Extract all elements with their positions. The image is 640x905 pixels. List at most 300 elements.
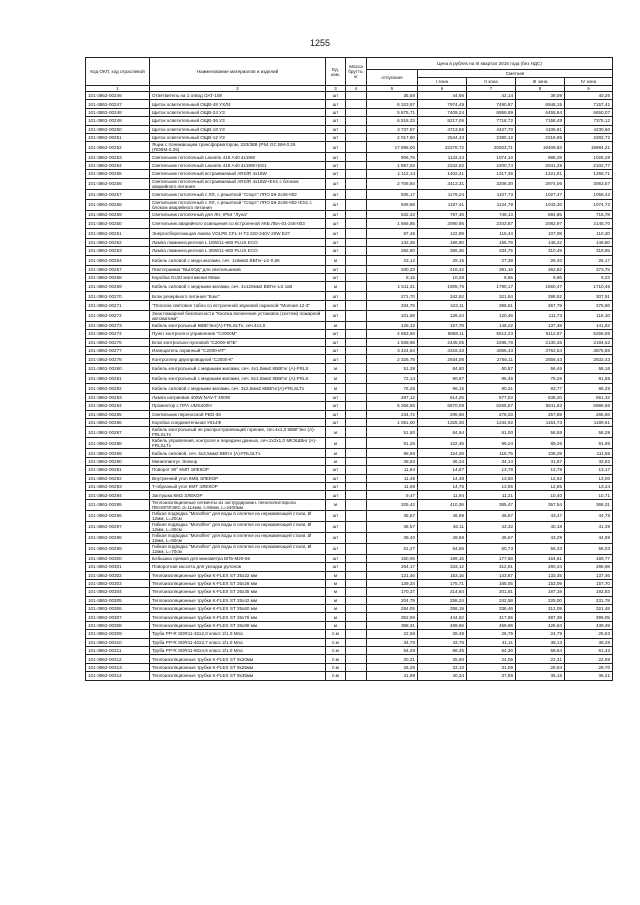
cell-zone-4: 2633,43 [565,355,613,363]
cell-zone-4: 2102,77 [565,161,613,169]
cell-unit: шт [326,338,346,346]
table-row [86,161,613,169]
cell-zone-4: 2194,52 [565,338,613,346]
cell-zone-3: 290,24 [516,563,565,571]
table-row [86,563,613,571]
cell-zone-3: 7158,48 [516,117,565,125]
header-zone-1: I зона [418,78,467,86]
cell-name: Лампа люминесцентная L 36W/11-860 PLUS ECO [150,247,326,255]
cell-code: 101-3862-00311 [86,647,150,655]
cell-code: 101-3862-00285 [86,410,150,418]
cell-unit: м [326,373,346,383]
cell-code: 101-3862-00309 [86,630,150,638]
cell-zone-2: 312,91 [467,563,516,571]
cell-unit: шт [326,474,346,482]
cell-zone-1: 36,34 [418,457,467,465]
cell-zone-2: 37,89 [467,672,516,680]
cell-zone-4: 44,78 [565,510,613,521]
cell-zone-3: 357,54 [516,499,565,510]
header-mass: Масса брутто, кг [346,58,367,86]
cell-mass [346,655,367,663]
cell-unit: м [326,499,346,510]
cell-mass [346,449,367,457]
price-table [85,57,613,681]
table-row [86,491,613,499]
cell-zone-4: 192,83 [565,588,613,596]
cell-zone-1: 122,89 [418,228,467,238]
cell-zone-1: 295,98 [418,410,467,418]
cell-unit: п.м [326,663,346,671]
cell-zone-2: 13,78 [467,466,516,474]
cell-name: Светильник потолочный встраиваемый ARS/R 4х18W [150,170,326,178]
cell-name: Блок контрольно-пусковой "С2000-КПБ" [150,338,326,346]
cell-name: Светильник потолочный с ЛЛ, с решеткой "Спорт" ЛПО 59-2х36-002 [150,189,326,199]
cell-release: 632,43 [367,210,418,218]
cell-mass [346,418,367,426]
table-row [86,117,613,125]
cell-release: 330,23 [367,265,418,273]
cell-zone-1: 489,66 [418,621,467,629]
header-name: Наименование материалов и изделий [150,58,326,86]
cell-zone-1: 258,24 [418,596,467,604]
cell-zone-4: 137,46 [565,571,613,579]
cell-mass [346,282,367,292]
cell-zone-3: 43,47 [516,510,565,521]
cell-zone-1: 29,15 [418,255,467,265]
cell-release: 20,31 [367,655,418,663]
cell-zone-2: 13,60 [467,474,516,482]
cell-name: Ящик с понижающим трансформатором, 220/36В (Р54 ОС ВМ-0.25 (ЯОВМ-0.25) [150,142,326,153]
cell-release: 36,57 [367,521,418,532]
cell-unit: шт [326,100,346,108]
cell-mass [346,383,367,393]
cell-release: 204,79 [367,596,418,604]
cell-zone-2: 1317,36 [467,170,516,178]
cell-zone-4: 231,78 [565,596,613,604]
cell-release: 54,28 [367,647,418,655]
cell-zone-1: 3413,31 [418,178,467,189]
cell-release: 139,34 [367,579,418,587]
cell-zone-3: 43,29 [516,532,565,543]
cell-code: 101-3862-00269 [86,282,150,292]
cell-zone-4: 399,05 [565,613,613,621]
cell-zone-1: 46,69 [418,510,467,521]
cell-zone-1: 2342,62 [418,161,467,169]
cell-zone-1: 8217,05 [418,117,467,125]
table-row [86,282,613,292]
cell-name: Гибкая подводка "Monoflex" для воды в оплетке из нержавеющей стали, Ø 12мм, L=70см [150,543,326,554]
cell-unit: шт [326,274,346,282]
cell-mass [346,521,367,532]
cell-zone-2: 391,16 [467,265,516,273]
table-row [86,247,613,255]
cell-unit: п.м [326,630,346,638]
cell-release: 271,70 [367,292,418,300]
table-row [86,410,613,418]
cell-zone-4: 32,62 [565,457,613,465]
cell-mass [346,218,367,228]
cell-zone-4: 58,29 [565,427,613,438]
cell-zone-1: 1905,76 [418,282,467,292]
cell-code: 101-3862-00310 [86,638,150,646]
cell-zone-2: 242,58 [467,596,516,604]
cell-zone-1: 11,94 [418,491,467,499]
cell-mass [346,491,367,499]
cell-zone-3: 24,79 [516,630,565,638]
cell-release: 31,99 [367,672,418,680]
cell-name: Энергосберегающая лампа VOLPE CFL-H T3 220-240V 20W E27 [150,228,326,238]
table-row [86,532,613,543]
cell-name: Кабель контрольный КВВГЭнг(А)-FRLSLTx, сеч.4х1,0 [150,321,326,329]
table-row [86,663,613,671]
cell-mass [346,189,367,199]
cell-unit: шт [326,142,346,153]
cell-zone-3: 89,26 [516,438,565,449]
cell-zone-2: 6959,89 [467,108,516,116]
cell-release: 11,48 [367,474,418,482]
cell-zone-1: 1143,44 [418,153,467,161]
cell-zone-3: 137,48 [516,321,565,329]
cell-name: Лампа люминесцентная L 18W/11-860 PLUS ECO [150,238,326,246]
cell-unit: м [326,427,346,438]
cell-unit: шт [326,265,346,273]
cell-release: 1 666,85 [367,218,418,228]
cell-mass [346,563,367,571]
cell-name: Гибкая подводка "Monoflex" для воды в оплетке из нержавеющей стали, Ø 12мм, L=30см [150,521,326,532]
cell-code: 101-3862-00298 [86,532,150,543]
cell-mass [346,402,367,410]
cell-unit: шт [326,108,346,116]
cell-release: 51,39 [367,363,418,373]
cell-unit: шт [326,238,346,246]
cell-zone-2: 148,22 [467,321,516,329]
cell-code: 101-3862-00256 [86,178,150,189]
cell-release: 2 326,78 [367,355,418,363]
cell-mass [346,228,367,238]
cell-zone-1: 614,25 [418,393,467,401]
cell-code: 101-3862-00257 [86,189,150,199]
cell-name: Знак пожарной безопасности "Кнопка включения установок (систем) пожарной автоматики" [150,310,326,321]
cell-zone-1: 25,60 [418,655,467,663]
cell-mass [346,373,367,383]
cell-name: Теплоизоляционные трубки K-FLEX ST 25х76 мм [150,613,326,621]
cell-zone-1: 1325,30 [418,418,467,426]
cell-zone-1: 64,65 [418,543,467,554]
cell-name: Теплоизоляционные трубки K-FLEX ST 9х35мм [150,672,326,680]
cell-unit: м [326,621,346,629]
cell-zone-1: 68,45 [418,647,467,655]
cell-release: 1 857,02 [367,161,418,169]
cell-zone-2: 749,13 [467,210,516,218]
table-row [86,373,613,383]
cell-code: 101-3862-00258 [86,199,150,210]
cell-zone-4: 1026,28 [565,153,613,161]
cell-zone-2: 42,14 [467,92,516,100]
cell-release: 34,70 [367,638,418,646]
cell-zone-1: 90,97 [418,373,467,383]
cell-zone-3: 59,64 [516,647,565,655]
cell-release: 97,46 [367,228,418,238]
cell-zone-2: 85,46 [467,373,516,383]
cell-zone-2: 417,65 [467,613,516,621]
cell-code: 101-3862-00290 [86,457,150,465]
cell-code: 101-3862-00292 [86,474,150,482]
cell-zone-1: 410,36 [418,499,467,510]
cell-zone-4: 439,49 [565,621,613,629]
cell-zone-2: 1244,92 [467,418,516,426]
cell-code: 101-3862-00303 [86,579,150,587]
header-code: Код ОКП, код отраслевой [86,58,150,86]
cell-code: 101-3862-00284 [86,402,150,410]
cell-name: Светильник потолочный Lavanto 418 А40 4х18W+ES1 [150,161,326,169]
cell-zone-1: 2934,06 [418,355,467,363]
cell-unit: шт [326,554,346,562]
cell-release: 98,56 [367,449,418,457]
cell-release: 150,06 [367,554,418,562]
cell-mass [346,108,367,116]
table-row [86,474,613,482]
cell-name: Поворот 90° КМП ЭЛЕКОР [150,466,326,474]
table-row [86,199,613,210]
cell-zone-2: 334,75 [467,247,516,255]
cell-zone-2: 1074,10 [467,153,516,161]
cell-code: 101-3862-00282 [86,383,150,393]
cell-zone-2: 31,09 [467,663,516,671]
cell-zone-2: 2296,76 [467,338,516,346]
cell-zone-4: 22,98 [565,655,613,663]
cell-release: 3 424,54 [367,347,418,355]
cell-release: 76,25 [367,383,418,393]
cell-code: 101-3862-00267 [86,265,150,273]
cell-mass [346,621,367,629]
cell-zone-3: 22,31 [516,655,565,663]
table-row [86,499,613,510]
header-zone-2: II зона [467,78,516,86]
cell-zone-2: 7718,72 [467,117,516,125]
cell-zone-2: 27,38 [467,255,516,265]
cell-zone-3: 4106,91 [516,125,565,133]
cell-release: 1 938,98 [367,338,418,346]
cell-zone-4: 110,30 [565,228,613,238]
cell-zone-2: 201,81 [467,588,516,596]
table-row [86,613,613,621]
cell-zone-3: 1221,91 [516,170,565,178]
cell-mass [346,170,367,178]
cell-zone-1: 64,80 [418,363,467,373]
cell-release: 11,64 [367,466,418,474]
col-index: 8 [516,86,565,92]
cell-release: 6 518,33 [367,117,418,125]
cell-code: 101-3862-00283 [86,393,150,401]
cell-zone-3: 107,08 [516,228,565,238]
cell-release: 35,58 [367,92,418,100]
cell-mass [346,117,367,125]
cell-zone-3: 39,09 [516,92,565,100]
cell-code: 101-3862-00287 [86,427,150,438]
cell-unit: м [326,282,346,292]
cell-zone-2: 7490,87 [467,100,516,108]
header-zone-3: III зона [516,78,565,86]
cell-name: Кабель силовой с медными жилами, сеч. 4х120мм2 ВВГнг-LS 1кВ [150,282,326,292]
cell-zone-1: 797,48 [418,210,467,218]
cell-zone-3: 12,62 [516,474,565,482]
cell-unit: м [326,438,346,449]
page-number: 1255 [309,38,331,48]
cell-zone-2: 60,73 [467,543,516,554]
table-row [86,347,613,355]
cell-code: 101-3862-00299 [86,543,150,554]
cell-zone-3: 108,29 [516,449,565,457]
cell-mass [346,410,367,418]
cell-unit: шт [326,117,346,125]
cell-zone-3: 6455,64 [516,108,565,116]
cell-zone-1: 166,90 [418,238,467,246]
cell-release: 234,72 [367,410,418,418]
cell-code: 101-3862-00272 [86,310,150,321]
cell-release: 906,76 [367,153,418,161]
table-row [86,427,613,438]
cell-zone-1: 46,11 [418,521,467,532]
table-row [86,418,613,426]
cell-mass [346,393,367,401]
table-row [86,210,613,218]
cell-zone-3: 225,00 [516,596,565,604]
cell-zone-1: 175,71 [418,579,467,587]
cell-mass [346,579,367,587]
cell-zone-4: 307,51 [565,292,613,300]
cell-zone-1: 416,42 [418,265,467,273]
cell-release: 2 706,84 [367,178,418,189]
cell-name: Теплоизоляционные трубки K-FLEX ST 9х25мм [150,663,326,671]
cell-zone-1: 7974,49 [418,100,467,108]
cell-release: 11,69 [367,482,418,490]
cell-zone-3: 2556,43 [516,355,565,363]
cell-zone-4: 373,75 [565,265,613,273]
cell-name: Лампа натриевая 400W NAV-T 400W [150,393,326,401]
cell-unit: шт [326,543,346,554]
cell-mass [346,596,367,604]
cell-code: 101-3862-00306 [86,605,150,613]
cell-mass [346,554,367,562]
cell-zone-2: 321,84 [467,292,516,300]
cell-zone-1: 1402,41 [418,170,467,178]
cell-mass [346,363,367,373]
cell-name: Контроллер двухпроводной "С2000-К" [150,355,326,363]
cell-zone-2: 156,78 [467,238,516,246]
cell-release: 28,82 [367,457,418,465]
table-row [86,321,613,329]
cell-zone-2: 4427,70 [467,125,516,133]
cell-name: Извещатель охранный "С2000-ИТ" [150,347,326,355]
header-release: отпускная [367,70,418,86]
cell-zone-4: 1258,71 [565,170,613,178]
cell-unit: п.м [326,655,346,663]
cell-zone-4: 5266,85 [565,330,613,338]
cell-zone-2: 120,46 [467,310,516,321]
cell-mass [346,100,367,108]
cell-unit: м [326,571,346,579]
cell-zone-3: 2974,06 [516,178,565,189]
cell-code: 101-3862-00277 [86,347,150,355]
table-row [86,655,613,663]
cell-release: 5 266,55 [367,402,418,410]
cell-release: 22,58 [367,630,418,638]
cell-unit: шт [326,300,346,310]
cell-release: 352,59 [367,613,418,621]
table-row [86,596,613,604]
cell-zone-3: 367,79 [516,300,565,310]
cell-release: 26,25 [367,663,418,671]
cell-unit: шт [326,310,346,321]
cell-zone-4: 7157,41 [565,100,613,108]
cell-release: 101,69 [367,310,418,321]
cell-mass [346,347,367,355]
col-index: 2 [150,86,326,92]
table-row [86,100,613,108]
cell-unit: шт [326,153,346,161]
cell-zone-4: 91,95 [565,438,613,449]
cell-mass [346,482,367,490]
cell-zone-2: 13,85 [467,482,516,490]
cell-zone-2: 2200,74 [467,161,516,169]
header-price-title: Цена в рублях на III квартал 2016 года (без НДС) [367,58,613,70]
cell-name: Труба PP-R SDR11-50х4,6 класс 2/1.0 Mna [150,647,326,655]
cell-zone-2: 2390,12 [467,133,516,141]
cell-release: 81,25 [367,438,418,449]
cell-name: Светильник аварийного освещения со встроенной АКБ ЛБА-01-2х8-003 [150,218,326,228]
cell-mass [346,427,367,438]
cell-unit: м [326,588,346,596]
cell-zone-1: 342,62 [418,292,467,300]
cell-zone-4: 265,66 [565,410,613,418]
cell-code: 101-3862-00273 [86,321,150,329]
cell-zone-3: 28,84 [516,663,565,671]
cell-unit: м [326,605,346,613]
cell-zone-1: 96,15 [418,383,467,393]
cell-mass [346,672,367,680]
cell-unit: м [326,321,346,329]
cell-zone-2: 115,44 [467,228,516,238]
cell-mass [346,613,367,621]
table-row [86,402,613,410]
cell-code: 101-3862-00297 [86,521,150,532]
cell-zone-2: 5512,23 [467,330,516,338]
cell-code: 101-3862-00262 [86,238,150,246]
cell-code: 101-3862-00304 [86,588,150,596]
cell-zone-4: 5986,66 [565,402,613,410]
cell-zone-2: 336,46 [467,605,516,613]
cell-zone-4: 1710,46 [565,282,613,292]
cell-unit: шт [326,491,346,499]
cell-zone-2: 96,24 [467,438,516,449]
cell-zone-2: 6265,57 [467,402,516,410]
cell-name: Щиток осветительный ОЩВ-18 УЗ [150,125,326,133]
cell-zone-2: 20923,71 [467,142,516,153]
table-row [86,228,613,238]
table-row [86,543,613,554]
cell-name: Гибкая подводка "Monoflex" для воды в оплетке из нержавеющей стали, Ø 12мм, L=20см [150,510,326,521]
cell-code: 101-3862-00293 [86,482,150,490]
cell-name: Кабель силовой, сеч. 5х2,5мм2 ВВГнг (А)-FRLSLTx [150,449,326,457]
table-row [86,300,613,310]
cell-unit: шт [326,410,346,418]
cell-unit: шт [326,355,346,363]
cell-zone-4: 10,71 [565,491,613,499]
cell-name: "Плоское световое табло со встроенной звуковой окраской "Молния 12-3" [150,300,326,310]
cell-mass [346,543,367,554]
table-row [86,338,613,346]
table-row [86,170,613,178]
